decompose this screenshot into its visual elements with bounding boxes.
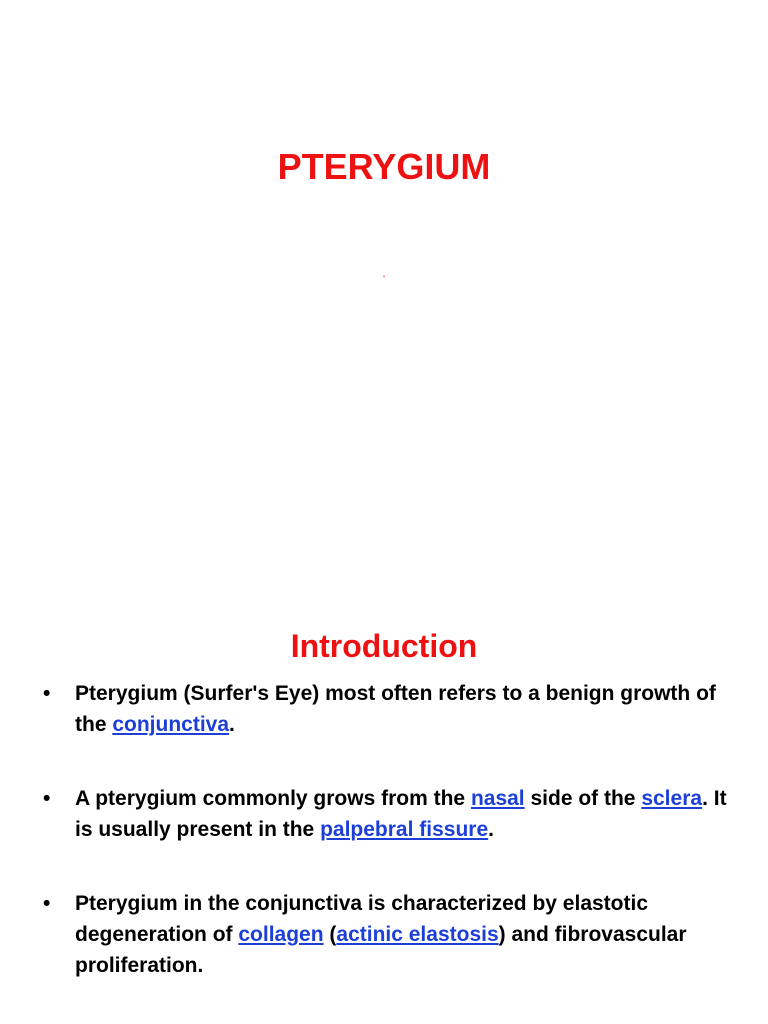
bullet-text: Pterygium in the conjunctiva is characterized by elastotic degeneration of xyxy=(75,892,649,946)
bullet-text: . xyxy=(488,818,494,841)
bullet-text: A pterygium commonly grows from the xyxy=(75,787,471,810)
link-sclera[interactable]: sclera xyxy=(641,787,703,810)
bullet-item-characterization xyxy=(40,888,740,981)
link-palpebral-fissure[interactable]: palpebral fissure xyxy=(320,818,489,841)
bullet-dot-icon: • xyxy=(43,892,51,915)
bullet-dot-icon: • xyxy=(43,787,51,810)
bullet-text: . xyxy=(229,713,235,736)
link-actinic-elastosis[interactable]: actinic elastosis xyxy=(336,923,499,946)
bullet-item-location xyxy=(40,783,740,845)
section-title: Introduction xyxy=(290,628,478,664)
link-collagen[interactable]: collagen xyxy=(238,923,324,946)
bullet-text: Pterygium (Surfer's Eye) most often refers to a benign growth of the xyxy=(75,682,716,736)
bullet-text: . It is usually present in the xyxy=(75,787,727,841)
bullet-text: ) and fibrovascular proliferation. xyxy=(75,923,687,977)
link-conjunctiva[interactable]: conjunctiva xyxy=(112,713,230,736)
bullet-list xyxy=(40,678,740,1024)
slide-title: PTERYGIUM xyxy=(277,146,491,187)
bullet-dot-icon: • xyxy=(43,682,51,705)
link-nasal[interactable]: nasal xyxy=(470,787,525,810)
bullet-item-definition xyxy=(40,678,740,740)
introduction-slide xyxy=(0,580,768,1024)
bullet-text: side of the xyxy=(524,787,642,810)
slide-subtitle: . xyxy=(382,266,386,280)
bullet-text: ( xyxy=(323,923,337,946)
